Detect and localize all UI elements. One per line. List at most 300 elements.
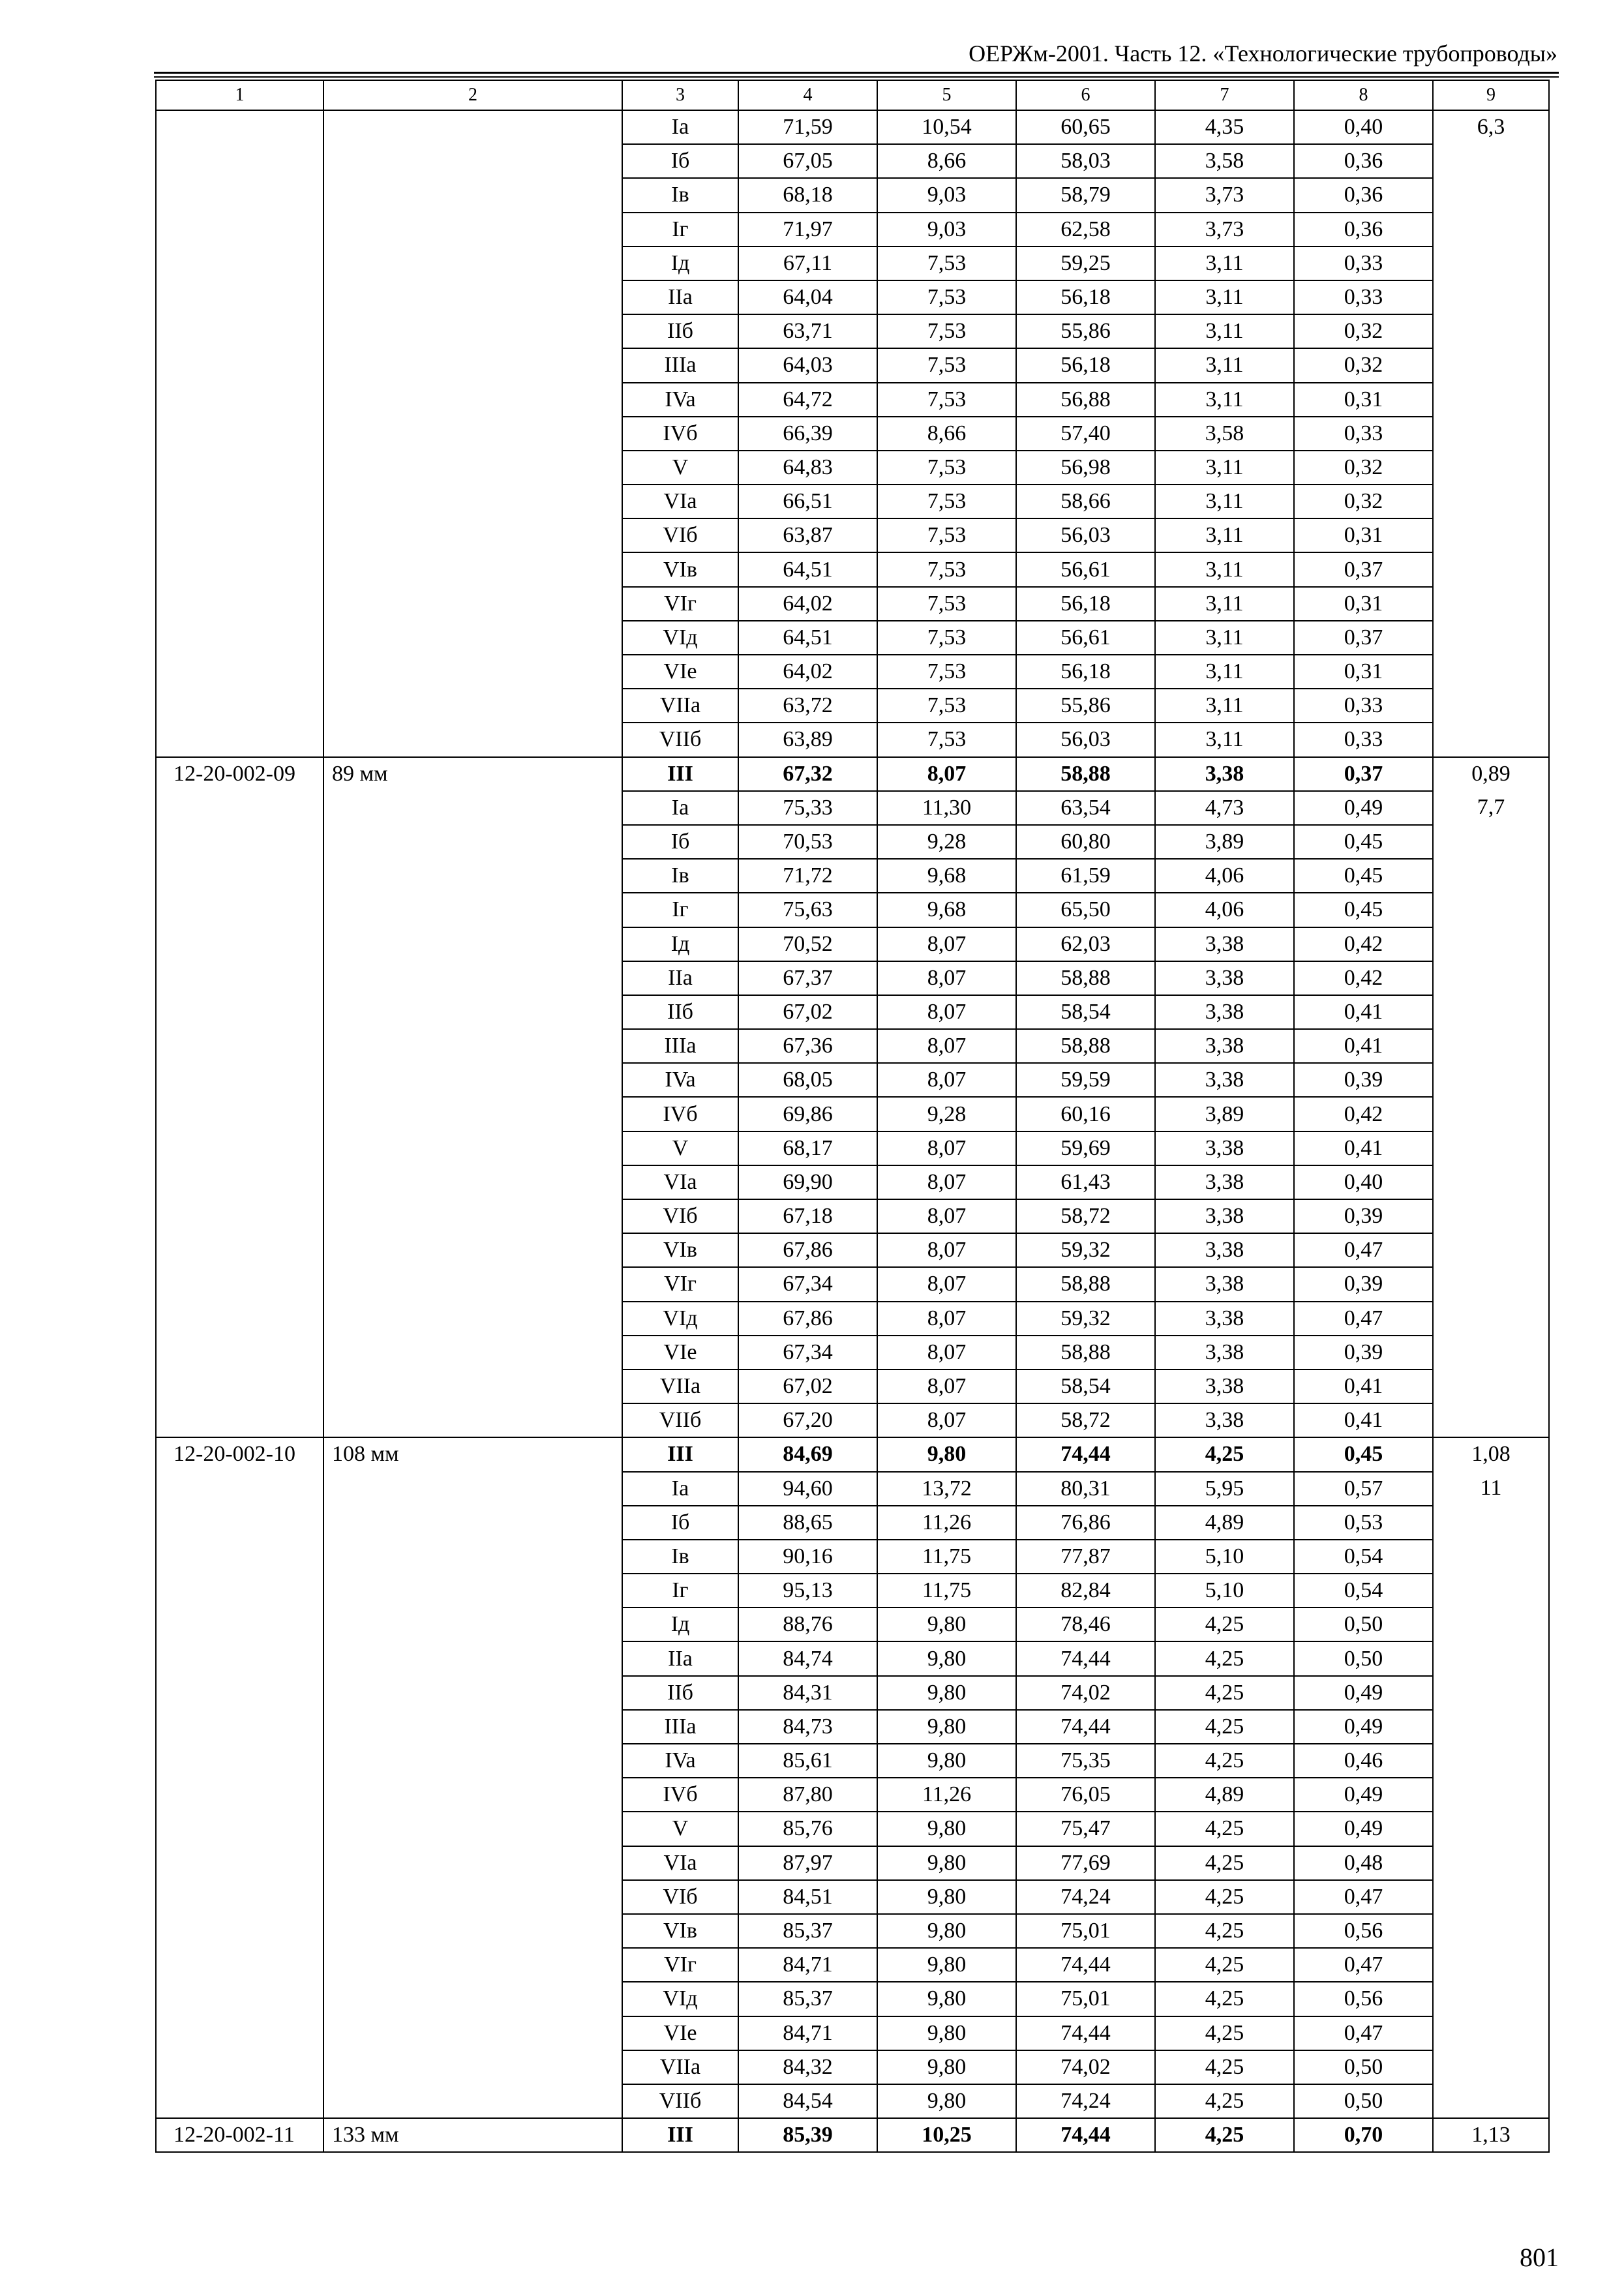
cell-col5: 9,80 bbox=[877, 1641, 1016, 1675]
cell-col8: 0,53 bbox=[1294, 1506, 1433, 1540]
cell-col8: 0,49 bbox=[1294, 1812, 1433, 1846]
cell-col3: VIIa bbox=[622, 2050, 738, 2084]
cell-col5: 8,07 bbox=[877, 1131, 1016, 1165]
cell-col8: 0,50 bbox=[1294, 2050, 1433, 2084]
cell-col4: 63,71 bbox=[738, 314, 877, 348]
cell-col5: 7,53 bbox=[877, 621, 1016, 655]
cell-col9: 6,3 bbox=[1433, 110, 1549, 757]
cell-col8: 0,46 bbox=[1294, 1744, 1433, 1778]
cell-col4: 64,83 bbox=[738, 451, 877, 485]
cell-col3: VIг bbox=[622, 1267, 738, 1301]
cell-col3: IVa bbox=[622, 1063, 738, 1097]
cell-col8: 0,42 bbox=[1294, 927, 1433, 961]
cell-col6: 76,05 bbox=[1016, 1778, 1155, 1812]
cell-col3: Ia bbox=[622, 791, 738, 825]
column-header: 7 bbox=[1155, 80, 1294, 110]
cell-col8: 0,31 bbox=[1294, 518, 1433, 552]
cell-col4: 95,13 bbox=[738, 1574, 877, 1608]
cell-col3: VIe bbox=[622, 655, 738, 689]
cell-col6: 82,84 bbox=[1016, 1574, 1155, 1608]
cell-col4: 88,76 bbox=[738, 1608, 877, 1641]
column-header: 4 bbox=[738, 80, 877, 110]
cell-col6: 74,02 bbox=[1016, 1676, 1155, 1710]
cell-col3: VIIб bbox=[622, 1403, 738, 1437]
cell-col7: 4,25 bbox=[1155, 1880, 1294, 1914]
cell-col8: 0,49 bbox=[1294, 1710, 1433, 1744]
cell-col6: 58,88 bbox=[1016, 961, 1155, 995]
cell-col4: 94,60 bbox=[738, 1472, 877, 1506]
cell-col8: 0,31 bbox=[1294, 587, 1433, 621]
rates-table bbox=[155, 80, 1550, 2153]
cell-col3: VIIб bbox=[622, 723, 738, 756]
cell-col3: IIб bbox=[622, 314, 738, 348]
cell-col3: IIa bbox=[622, 280, 738, 314]
cell-col7: 4,25 bbox=[1155, 1982, 1294, 2016]
cell-col3: VIe bbox=[622, 2016, 738, 2050]
cell-col8: 0,41 bbox=[1294, 1029, 1433, 1063]
rate-code: 12-20-002-11 bbox=[156, 2118, 323, 2152]
cell-col7: 4,25 bbox=[1155, 1608, 1294, 1641]
cell-col5: 8,07 bbox=[877, 1336, 1016, 1369]
cell-col8: 0,47 bbox=[1294, 1302, 1433, 1336]
cell-col5: 7,53 bbox=[877, 587, 1016, 621]
cell-col5: 9,80 bbox=[877, 1880, 1016, 1914]
cell-col5: 11,26 bbox=[877, 1506, 1016, 1540]
cell-col3: VIIб bbox=[622, 2084, 738, 2118]
cell-col6: 56,18 bbox=[1016, 280, 1155, 314]
cell-col6: 75,01 bbox=[1016, 1982, 1155, 2016]
cell-col8: 0,47 bbox=[1294, 2016, 1433, 2050]
cell-col4: 84,73 bbox=[738, 1710, 877, 1744]
cell-col6: 80,31 bbox=[1016, 1472, 1155, 1506]
cell-col3: VIб bbox=[622, 1199, 738, 1233]
cell-col8: 0,33 bbox=[1294, 247, 1433, 280]
cell-col4: 71,59 bbox=[738, 110, 877, 144]
cell-col5: 8,66 bbox=[877, 417, 1016, 451]
cell-col7: 4,89 bbox=[1155, 1778, 1294, 1812]
cell-col5: 8,07 bbox=[877, 1369, 1016, 1403]
cell-col8: 0,45 bbox=[1294, 893, 1433, 927]
cell-col8: 0,48 bbox=[1294, 1846, 1433, 1880]
pipe-diameter: 133 мм bbox=[323, 2118, 622, 2152]
cell-col6: 59,59 bbox=[1016, 1063, 1155, 1097]
cell-col8: 0,49 bbox=[1294, 1676, 1433, 1710]
cell-col4: 67,02 bbox=[738, 1369, 877, 1403]
cell-col7: 3,89 bbox=[1155, 825, 1294, 859]
cell-col6: 58,88 bbox=[1016, 1336, 1155, 1369]
cell-col4: 64,03 bbox=[738, 348, 877, 382]
cell-col8: 0,36 bbox=[1294, 144, 1433, 178]
cell-col4: 68,05 bbox=[738, 1063, 877, 1097]
cell-col4: 84,69 bbox=[738, 1437, 877, 1471]
pipe-diameter: 89 мм bbox=[323, 757, 622, 1438]
cell-col3: Iг bbox=[622, 213, 738, 247]
table-row bbox=[156, 110, 1549, 144]
cell-col6: 58,54 bbox=[1016, 995, 1155, 1029]
cell-col5: 7,53 bbox=[877, 518, 1016, 552]
cell-col3: Iб bbox=[622, 1506, 738, 1540]
cell-col7: 3,73 bbox=[1155, 178, 1294, 212]
cell-col3: VIд bbox=[622, 621, 738, 655]
cell-col3: VIд bbox=[622, 1302, 738, 1336]
cell-col5: 9,80 bbox=[877, 1744, 1016, 1778]
cell-col5: 7,53 bbox=[877, 451, 1016, 485]
cell-col9: 7,7 bbox=[1433, 791, 1549, 1438]
cell-col6: 56,61 bbox=[1016, 552, 1155, 586]
cell-col7: 3,89 bbox=[1155, 1097, 1294, 1131]
cell-col8: 0,50 bbox=[1294, 2084, 1433, 2118]
cell-col3: IVa bbox=[622, 383, 738, 417]
cell-col9: 11 bbox=[1433, 1472, 1549, 2119]
cell-col8: 0,37 bbox=[1294, 757, 1433, 791]
cell-col8: 0,40 bbox=[1294, 1165, 1433, 1199]
cell-col7: 3,38 bbox=[1155, 1165, 1294, 1199]
cell-col3: IIIa bbox=[622, 1710, 738, 1744]
cell-col3: VIб bbox=[622, 1880, 738, 1914]
cell-col6: 55,86 bbox=[1016, 314, 1155, 348]
cell-col4: 67,86 bbox=[738, 1302, 877, 1336]
cell-col6: 58,54 bbox=[1016, 1369, 1155, 1403]
cell-col6: 78,46 bbox=[1016, 1608, 1155, 1641]
cell-col4: 64,02 bbox=[738, 655, 877, 689]
cell-col3: V bbox=[622, 1812, 738, 1846]
cell-col7: 3,58 bbox=[1155, 417, 1294, 451]
cell-col7: 4,73 bbox=[1155, 791, 1294, 825]
cell-col7: 3,38 bbox=[1155, 961, 1294, 995]
cell-col6: 56,98 bbox=[1016, 451, 1155, 485]
cell-col6: 56,03 bbox=[1016, 518, 1155, 552]
cell-col5: 9,80 bbox=[877, 1676, 1016, 1710]
cell-col3: VIб bbox=[622, 518, 738, 552]
cell-col8: 0,39 bbox=[1294, 1199, 1433, 1233]
cell-col3: Iв bbox=[622, 178, 738, 212]
cell-col3: V bbox=[622, 451, 738, 485]
cell-col7: 4,06 bbox=[1155, 893, 1294, 927]
cell-col7: 3,38 bbox=[1155, 1336, 1294, 1369]
cell-col5: 8,07 bbox=[877, 995, 1016, 1029]
cell-col8: 0,37 bbox=[1294, 621, 1433, 655]
cell-col3: VIIa bbox=[622, 1369, 738, 1403]
cell-col8: 0,32 bbox=[1294, 451, 1433, 485]
cell-col4: 85,37 bbox=[738, 1982, 877, 2016]
cell-col3: Iд bbox=[622, 927, 738, 961]
cell-col5: 9,80 bbox=[877, 1948, 1016, 1982]
cell-col3: III bbox=[622, 757, 738, 791]
cell-col7: 3,11 bbox=[1155, 689, 1294, 723]
rate-code: 12-20-002-10 bbox=[156, 1437, 323, 2118]
cell-col7: 4,25 bbox=[1155, 1812, 1294, 1846]
cell-col7: 3,11 bbox=[1155, 552, 1294, 586]
cell-col5: 9,28 bbox=[877, 825, 1016, 859]
cell-col6: 59,32 bbox=[1016, 1233, 1155, 1267]
cell-col6: 77,87 bbox=[1016, 1540, 1155, 1574]
cell-col8: 0,32 bbox=[1294, 348, 1433, 382]
cell-col5: 10,25 bbox=[877, 2118, 1016, 2152]
cell-col6: 77,69 bbox=[1016, 1846, 1155, 1880]
cell-col6: 56,61 bbox=[1016, 621, 1155, 655]
cell-col6: 74,44 bbox=[1016, 1641, 1155, 1675]
cell-col5: 7,53 bbox=[877, 552, 1016, 586]
cell-col7: 3,38 bbox=[1155, 1403, 1294, 1437]
cell-col3: IIб bbox=[622, 995, 738, 1029]
cell-col5: 8,07 bbox=[877, 1063, 1016, 1097]
cell-col5: 9,80 bbox=[877, 1608, 1016, 1641]
cell-col8: 0,41 bbox=[1294, 1403, 1433, 1437]
cell-col3: IVб bbox=[622, 1778, 738, 1812]
cell-col8: 0,33 bbox=[1294, 689, 1433, 723]
cell-col5: 8,07 bbox=[877, 1233, 1016, 1267]
running-header: ОЕРЖм-2001. Часть 12. «Технологические трубопроводы» bbox=[969, 40, 1557, 67]
cell-col4: 63,72 bbox=[738, 689, 877, 723]
cell-col7: 4,25 bbox=[1155, 1676, 1294, 1710]
cell-col8: 0,32 bbox=[1294, 485, 1433, 518]
cell-col7: 3,11 bbox=[1155, 280, 1294, 314]
cell-col8: 0,40 bbox=[1294, 110, 1433, 144]
cell-col3: Iб bbox=[622, 144, 738, 178]
cell-col3: VIa bbox=[622, 1165, 738, 1199]
cell-col6: 58,72 bbox=[1016, 1199, 1155, 1233]
cell-col7: 4,89 bbox=[1155, 1506, 1294, 1540]
cell-col6: 61,43 bbox=[1016, 1165, 1155, 1199]
cell-col5: 7,53 bbox=[877, 485, 1016, 518]
cell-col3: VIIa bbox=[622, 689, 738, 723]
cell-col4: 64,72 bbox=[738, 383, 877, 417]
cell-col6: 59,69 bbox=[1016, 1131, 1155, 1165]
cell-col6: 75,35 bbox=[1016, 1744, 1155, 1778]
cell-col6: 56,18 bbox=[1016, 655, 1155, 689]
cell-col7: 4,25 bbox=[1155, 1948, 1294, 1982]
cell-col8: 0,45 bbox=[1294, 825, 1433, 859]
cell-col7: 3,58 bbox=[1155, 144, 1294, 178]
cell-col3: IVб bbox=[622, 1097, 738, 1131]
cell-col5: 9,03 bbox=[877, 213, 1016, 247]
table-row-main bbox=[156, 2118, 1549, 2152]
cell-col4: 64,51 bbox=[738, 552, 877, 586]
cell-col5: 7,53 bbox=[877, 689, 1016, 723]
cell-col5: 7,53 bbox=[877, 348, 1016, 382]
cell-col7: 4,25 bbox=[1155, 1437, 1294, 1471]
cell-col7: 3,38 bbox=[1155, 1369, 1294, 1403]
cell-col4: 71,72 bbox=[738, 859, 877, 893]
cell-col4: 67,11 bbox=[738, 247, 877, 280]
cell-col3: VIг bbox=[622, 587, 738, 621]
cell-col6: 55,86 bbox=[1016, 689, 1155, 723]
cell-col7: 3,11 bbox=[1155, 348, 1294, 382]
cell-col7: 3,11 bbox=[1155, 383, 1294, 417]
cell-col6: 74,44 bbox=[1016, 2118, 1155, 2152]
cell-col7: 3,11 bbox=[1155, 621, 1294, 655]
cell-col4: 64,02 bbox=[738, 587, 877, 621]
cell-col6: 74,24 bbox=[1016, 2084, 1155, 2118]
cell-col7: 4,25 bbox=[1155, 1914, 1294, 1948]
cell-col7: 3,11 bbox=[1155, 587, 1294, 621]
cell-col5: 11,75 bbox=[877, 1540, 1016, 1574]
cell-col4: 84,71 bbox=[738, 1948, 877, 1982]
cell-col5: 8,07 bbox=[877, 757, 1016, 791]
cell-col6: 60,80 bbox=[1016, 825, 1155, 859]
cell-col3: Iв bbox=[622, 1540, 738, 1574]
cell-col4: 70,52 bbox=[738, 927, 877, 961]
cell-col3: Iг bbox=[622, 893, 738, 927]
cell-col3: III bbox=[622, 2118, 738, 2152]
cell-col7: 3,38 bbox=[1155, 1063, 1294, 1097]
cell-col5: 11,30 bbox=[877, 791, 1016, 825]
cell-col6: 74,44 bbox=[1016, 1710, 1155, 1744]
cell-col6: 75,47 bbox=[1016, 1812, 1155, 1846]
cell-col7: 4,25 bbox=[1155, 1744, 1294, 1778]
cell-col6: 75,01 bbox=[1016, 1914, 1155, 1948]
cell-col3: Iв bbox=[622, 859, 738, 893]
cell-col3: IIIa bbox=[622, 1029, 738, 1063]
cell-col8: 0,32 bbox=[1294, 314, 1433, 348]
column-header: 6 bbox=[1016, 80, 1155, 110]
cell-col4: 84,51 bbox=[738, 1880, 877, 1914]
cell-col4: 63,87 bbox=[738, 518, 877, 552]
cell-col6: 74,44 bbox=[1016, 1437, 1155, 1471]
cell-col4: 67,20 bbox=[738, 1403, 877, 1437]
cell-col7: 4,25 bbox=[1155, 1641, 1294, 1675]
header-rule bbox=[154, 72, 1559, 74]
column-header: 8 bbox=[1294, 80, 1433, 110]
cell-col3: VIв bbox=[622, 552, 738, 586]
cell-col3: IIa bbox=[622, 1641, 738, 1675]
cell-col6: 56,18 bbox=[1016, 587, 1155, 621]
cell-col4: 75,33 bbox=[738, 791, 877, 825]
cell-col7: 4,25 bbox=[1155, 2118, 1294, 2152]
cell-col4: 67,18 bbox=[738, 1199, 877, 1233]
cell-col4: 75,63 bbox=[738, 893, 877, 927]
cell-col4: 64,04 bbox=[738, 280, 877, 314]
cell-col6: 59,25 bbox=[1016, 247, 1155, 280]
cell-col3: V bbox=[622, 1131, 738, 1165]
cell-col5: 9,80 bbox=[877, 1812, 1016, 1846]
cell-col4: 69,90 bbox=[738, 1165, 877, 1199]
cell-col3: VIд bbox=[622, 1982, 738, 2016]
cell-col8: 0,33 bbox=[1294, 280, 1433, 314]
cell-col3: Iг bbox=[622, 1574, 738, 1608]
cell-col4: 88,65 bbox=[738, 1506, 877, 1540]
cell-col7: 3,38 bbox=[1155, 995, 1294, 1029]
cell-col8: 0,47 bbox=[1294, 1233, 1433, 1267]
cell-col6: 58,72 bbox=[1016, 1403, 1155, 1437]
cell-col5: 8,07 bbox=[877, 1302, 1016, 1336]
cell-col7: 3,38 bbox=[1155, 1233, 1294, 1267]
cell-col5: 9,80 bbox=[877, 1437, 1016, 1471]
cell-col3: IVa bbox=[622, 1744, 738, 1778]
cell-col3: VIe bbox=[622, 1336, 738, 1369]
cell-col4: 87,97 bbox=[738, 1846, 877, 1880]
cell-col8: 0,49 bbox=[1294, 791, 1433, 825]
cell-col4: 84,31 bbox=[738, 1676, 877, 1710]
cell-col4: 70,53 bbox=[738, 825, 877, 859]
cell-col7: 3,38 bbox=[1155, 1267, 1294, 1301]
cell-col6: 60,16 bbox=[1016, 1097, 1155, 1131]
cell-col3: VIв bbox=[622, 1914, 738, 1948]
cell-col8: 0,39 bbox=[1294, 1267, 1433, 1301]
cell-col7: 4,35 bbox=[1155, 110, 1294, 144]
cell-col3: IIIa bbox=[622, 348, 738, 382]
cell-col4: 71,97 bbox=[738, 213, 877, 247]
cell-col4: 66,39 bbox=[738, 417, 877, 451]
cell-col5: 9,80 bbox=[877, 1710, 1016, 1744]
cell-col9: 1,08 bbox=[1433, 1437, 1549, 1471]
column-header: 1 bbox=[156, 80, 323, 110]
cell-col7: 4,25 bbox=[1155, 1710, 1294, 1744]
cell-col5: 10,54 bbox=[877, 110, 1016, 144]
cell-col8: 0,45 bbox=[1294, 1437, 1433, 1471]
column-header: 3 bbox=[622, 80, 738, 110]
cell-col8: 0,56 bbox=[1294, 1914, 1433, 1948]
cell-col4: 85,61 bbox=[738, 1744, 877, 1778]
cell-col8: 0,49 bbox=[1294, 1778, 1433, 1812]
cell-col8: 0,36 bbox=[1294, 213, 1433, 247]
cell-col3: Iд bbox=[622, 1608, 738, 1641]
cell-col6: 56,88 bbox=[1016, 383, 1155, 417]
cell-col8: 0,70 bbox=[1294, 2118, 1433, 2152]
cell-col4: 84,32 bbox=[738, 2050, 877, 2084]
cell-col8: 0,39 bbox=[1294, 1336, 1433, 1369]
cell-col3: IIб bbox=[622, 1676, 738, 1710]
cell-col4: 68,18 bbox=[738, 178, 877, 212]
cell-col8: 0,47 bbox=[1294, 1880, 1433, 1914]
cell-col6: 59,32 bbox=[1016, 1302, 1155, 1336]
cell-col4: 67,37 bbox=[738, 961, 877, 995]
cell-col6: 74,44 bbox=[1016, 1948, 1155, 1982]
cell-col7: 5,10 bbox=[1155, 1540, 1294, 1574]
cell-col4: 64,51 bbox=[738, 621, 877, 655]
cell-col4: 67,02 bbox=[738, 995, 877, 1029]
cell-col4: 90,16 bbox=[738, 1540, 877, 1574]
cell-col3: VIг bbox=[622, 1948, 738, 1982]
cell-col8: 0,50 bbox=[1294, 1641, 1433, 1675]
cell-col3: VIв bbox=[622, 1233, 738, 1267]
cell-col4: 67,34 bbox=[738, 1336, 877, 1369]
cell-col4: 69,86 bbox=[738, 1097, 877, 1131]
rate-code bbox=[156, 110, 323, 757]
cell-col5: 9,80 bbox=[877, 1982, 1016, 2016]
pipe-diameter bbox=[323, 110, 622, 757]
cell-col5: 8,66 bbox=[877, 144, 1016, 178]
cell-col4: 84,74 bbox=[738, 1641, 877, 1675]
cell-col5: 9,28 bbox=[877, 1097, 1016, 1131]
cell-col6: 56,03 bbox=[1016, 723, 1155, 756]
column-header: 5 bbox=[877, 80, 1016, 110]
cell-col8: 0,33 bbox=[1294, 723, 1433, 756]
cell-col7: 3,38 bbox=[1155, 757, 1294, 791]
cell-col8: 0,31 bbox=[1294, 655, 1433, 689]
cell-col3: VIa bbox=[622, 485, 738, 518]
cell-col6: 62,03 bbox=[1016, 927, 1155, 961]
cell-col3: VIa bbox=[622, 1846, 738, 1880]
cell-col7: 3,11 bbox=[1155, 655, 1294, 689]
cell-col6: 60,65 bbox=[1016, 110, 1155, 144]
cell-col5: 8,07 bbox=[877, 1199, 1016, 1233]
cell-col6: 57,40 bbox=[1016, 417, 1155, 451]
cell-col8: 0,42 bbox=[1294, 961, 1433, 995]
cell-col6: 61,59 bbox=[1016, 859, 1155, 893]
rate-code: 12-20-002-09 bbox=[156, 757, 323, 1438]
cell-col5: 8,07 bbox=[877, 1267, 1016, 1301]
cell-col8: 0,42 bbox=[1294, 1097, 1433, 1131]
cell-col5: 7,53 bbox=[877, 314, 1016, 348]
cell-col5: 13,72 bbox=[877, 1472, 1016, 1506]
header-rule-thin bbox=[154, 76, 1559, 78]
cell-col5: 8,07 bbox=[877, 1029, 1016, 1063]
cell-col5: 9,68 bbox=[877, 859, 1016, 893]
cell-col5: 8,07 bbox=[877, 1165, 1016, 1199]
cell-col6: 58,88 bbox=[1016, 757, 1155, 791]
cell-col6: 65,50 bbox=[1016, 893, 1155, 927]
